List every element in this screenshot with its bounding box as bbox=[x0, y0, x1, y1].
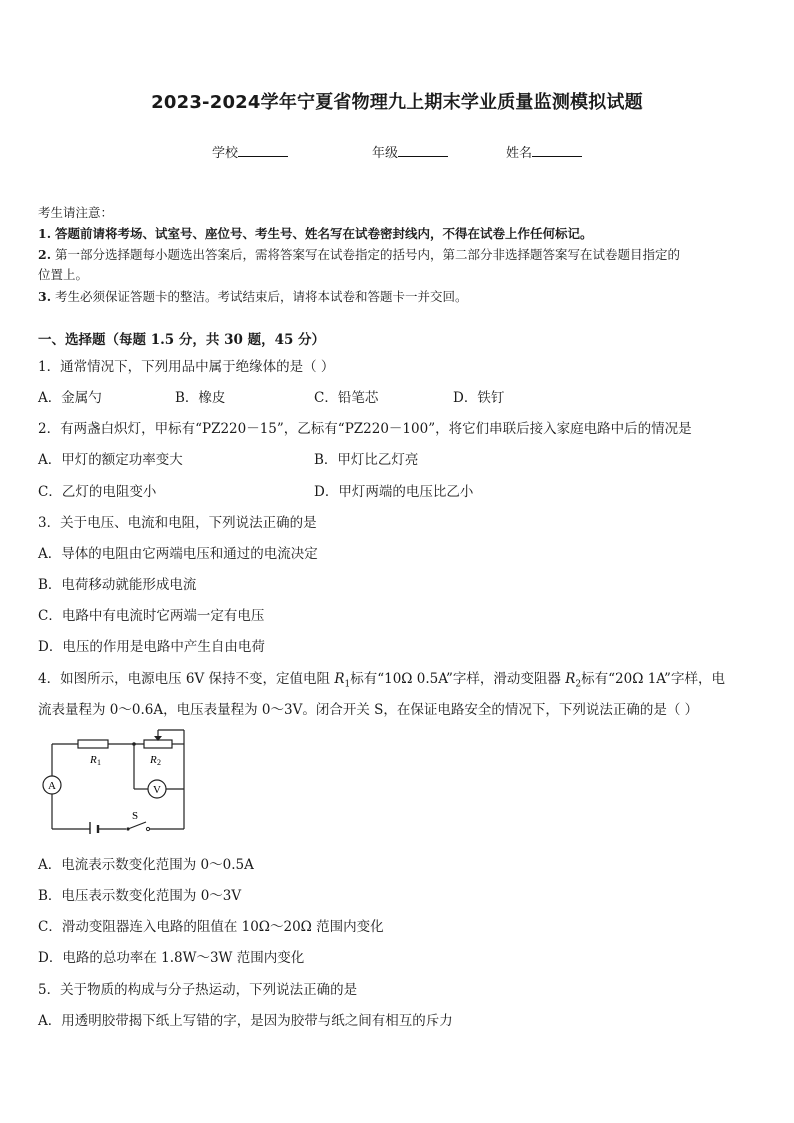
q2-option-b[interactable]: B．甲灯比乙灯亮 bbox=[314, 452, 419, 468]
q1-stem: 1．通常情况下，下列用品中属于绝缘体的是（ ） bbox=[38, 359, 335, 375]
q4-option-b[interactable]: B．电压表示数变化范围为 0～3V bbox=[38, 888, 242, 904]
notice-1-number: 1. bbox=[38, 226, 52, 241]
q1-option-b[interactable]: B．橡皮 bbox=[175, 390, 226, 406]
notice-2-number: 2. bbox=[38, 247, 52, 262]
r1-label: R bbox=[90, 754, 97, 766]
notice-3-text: 考生必须保证答题卡的整洁。考试结束后，请将本试卷和答题卡一并交回。 bbox=[55, 289, 468, 304]
grade-blank[interactable] bbox=[398, 144, 448, 157]
switch-blade bbox=[128, 822, 146, 829]
notice-1-text: 答题前请将考场、试室号、座位号、考生号、姓名写在试卷密封线内，不得在试卷上作任何标记。 bbox=[55, 226, 593, 241]
page-title: 2023-2024学年宁夏省物理九上期末学业质量监测模拟试题 bbox=[151, 92, 643, 113]
q2-stem: 2．有两盏白炽灯，甲标有“PZ220－15”，乙标有“PZ220－100”，将它们串联后接入家庭电路中后的情况是 bbox=[38, 421, 692, 437]
q3-option-b[interactable]: B．电荷移动就能形成电流 bbox=[38, 577, 197, 593]
school-field[interactable] bbox=[212, 142, 288, 161]
name-label: 姓名 bbox=[506, 146, 533, 161]
q4-stem-line2: 流表量程为 0～0.6A，电压表量程为 0～3V。闭合开关 S，在保证电路安全的情况下，下列说法正确的是（ ） bbox=[38, 702, 699, 718]
switch-contact bbox=[146, 827, 149, 830]
q4-r2-symbol: R bbox=[565, 671, 576, 687]
q3-option-d[interactable]: D．电压的作用是电路中产生自由电荷 bbox=[38, 639, 265, 655]
name-blank[interactable] bbox=[532, 144, 582, 157]
q4-r1-symbol: R bbox=[334, 671, 345, 687]
q4-option-d[interactable]: D．电路的总功率在 1.8W～3W 范围内变化 bbox=[38, 950, 305, 966]
r2-label-subscript: 2 bbox=[157, 758, 161, 767]
q4-option-c[interactable]: C．滑动变阻器连入电路的阻值在 10Ω～20Ω 范围内变化 bbox=[38, 919, 384, 935]
name-field[interactable] bbox=[506, 142, 582, 161]
r1-label-subscript: 1 bbox=[97, 758, 101, 767]
junction-dot bbox=[132, 742, 136, 746]
q4-stem-part1: 4．如图所示，电源电压 6V 保持不变，定值电阻 bbox=[38, 671, 335, 687]
q4-option-a[interactable]: A．电流表示数变化范围为 0～0.5A bbox=[38, 857, 254, 873]
voltmeter-label: V bbox=[153, 784, 161, 796]
q2-option-a[interactable]: A．甲灯的额定功率变大 bbox=[38, 452, 183, 468]
school-label: 学校 bbox=[212, 146, 239, 161]
q2-option-c[interactable]: C．乙灯的电阻变小 bbox=[38, 484, 157, 500]
q2-option-d[interactable]: D．甲灯两端的电压比乙小 bbox=[314, 484, 474, 500]
q4-stem-line1 bbox=[38, 667, 725, 690]
q1-option-a[interactable]: A．金属勺 bbox=[38, 390, 102, 406]
q4-r1-subscript: 1 bbox=[344, 679, 351, 690]
notice-2-text: 第一部分选择题每小题选出答案后，需将答案写在试卷指定的括号内，第二部分非选择题答案写在试卷题目指定的 bbox=[55, 247, 681, 262]
section-heading: 一、选择题（每题 1.5 分，共 30 题，45 分） bbox=[38, 332, 326, 348]
q4-stem-part2: 标有“10Ω 0.5A”字样，滑动变阻器 bbox=[350, 671, 566, 687]
circuit-wires bbox=[52, 730, 184, 829]
notice-item-2 bbox=[38, 245, 680, 263]
r1-resistor bbox=[78, 740, 108, 748]
notice-heading: 考生请注意： bbox=[38, 205, 114, 220]
q5-stem: 5．关于物质的构成与分子热运动，下列说法正确的是 bbox=[38, 982, 358, 998]
q3-option-c[interactable]: C．电路中有电流时它两端一定有电压 bbox=[38, 608, 265, 624]
ammeter-label: A bbox=[48, 780, 56, 792]
q3-option-a[interactable]: A．导体的电阻由它两端电压和通过的电流决定 bbox=[38, 546, 318, 562]
grade-field[interactable] bbox=[372, 142, 448, 161]
school-blank[interactable] bbox=[238, 144, 288, 157]
grade-label: 年级 bbox=[372, 146, 399, 161]
q5-option-a[interactable]: A．用透明胶带揭下纸上写错的字，是因为胶带与纸之间有相互的斥力 bbox=[38, 1013, 453, 1029]
q1-option-d[interactable]: D．铁钉 bbox=[453, 390, 505, 406]
q4-r2-subscript: 2 bbox=[575, 679, 582, 690]
switch-label: S bbox=[132, 810, 139, 822]
notice-item-1 bbox=[38, 224, 593, 242]
q4-stem-part3: 标有“20Ω 1A”字样，电 bbox=[581, 671, 725, 687]
notice-item-2-continued: 位置上。 bbox=[38, 267, 89, 282]
circuit-diagram bbox=[40, 726, 190, 834]
notice-3-number: 3. bbox=[38, 289, 52, 304]
r2-label: R bbox=[150, 754, 157, 766]
notice-item-3 bbox=[38, 287, 468, 305]
q1-option-c[interactable]: C．铅笔芯 bbox=[314, 390, 379, 406]
q3-stem: 3．关于电压、电流和电阻，下列说法正确的是 bbox=[38, 515, 317, 531]
r2-rheostat bbox=[144, 740, 172, 748]
